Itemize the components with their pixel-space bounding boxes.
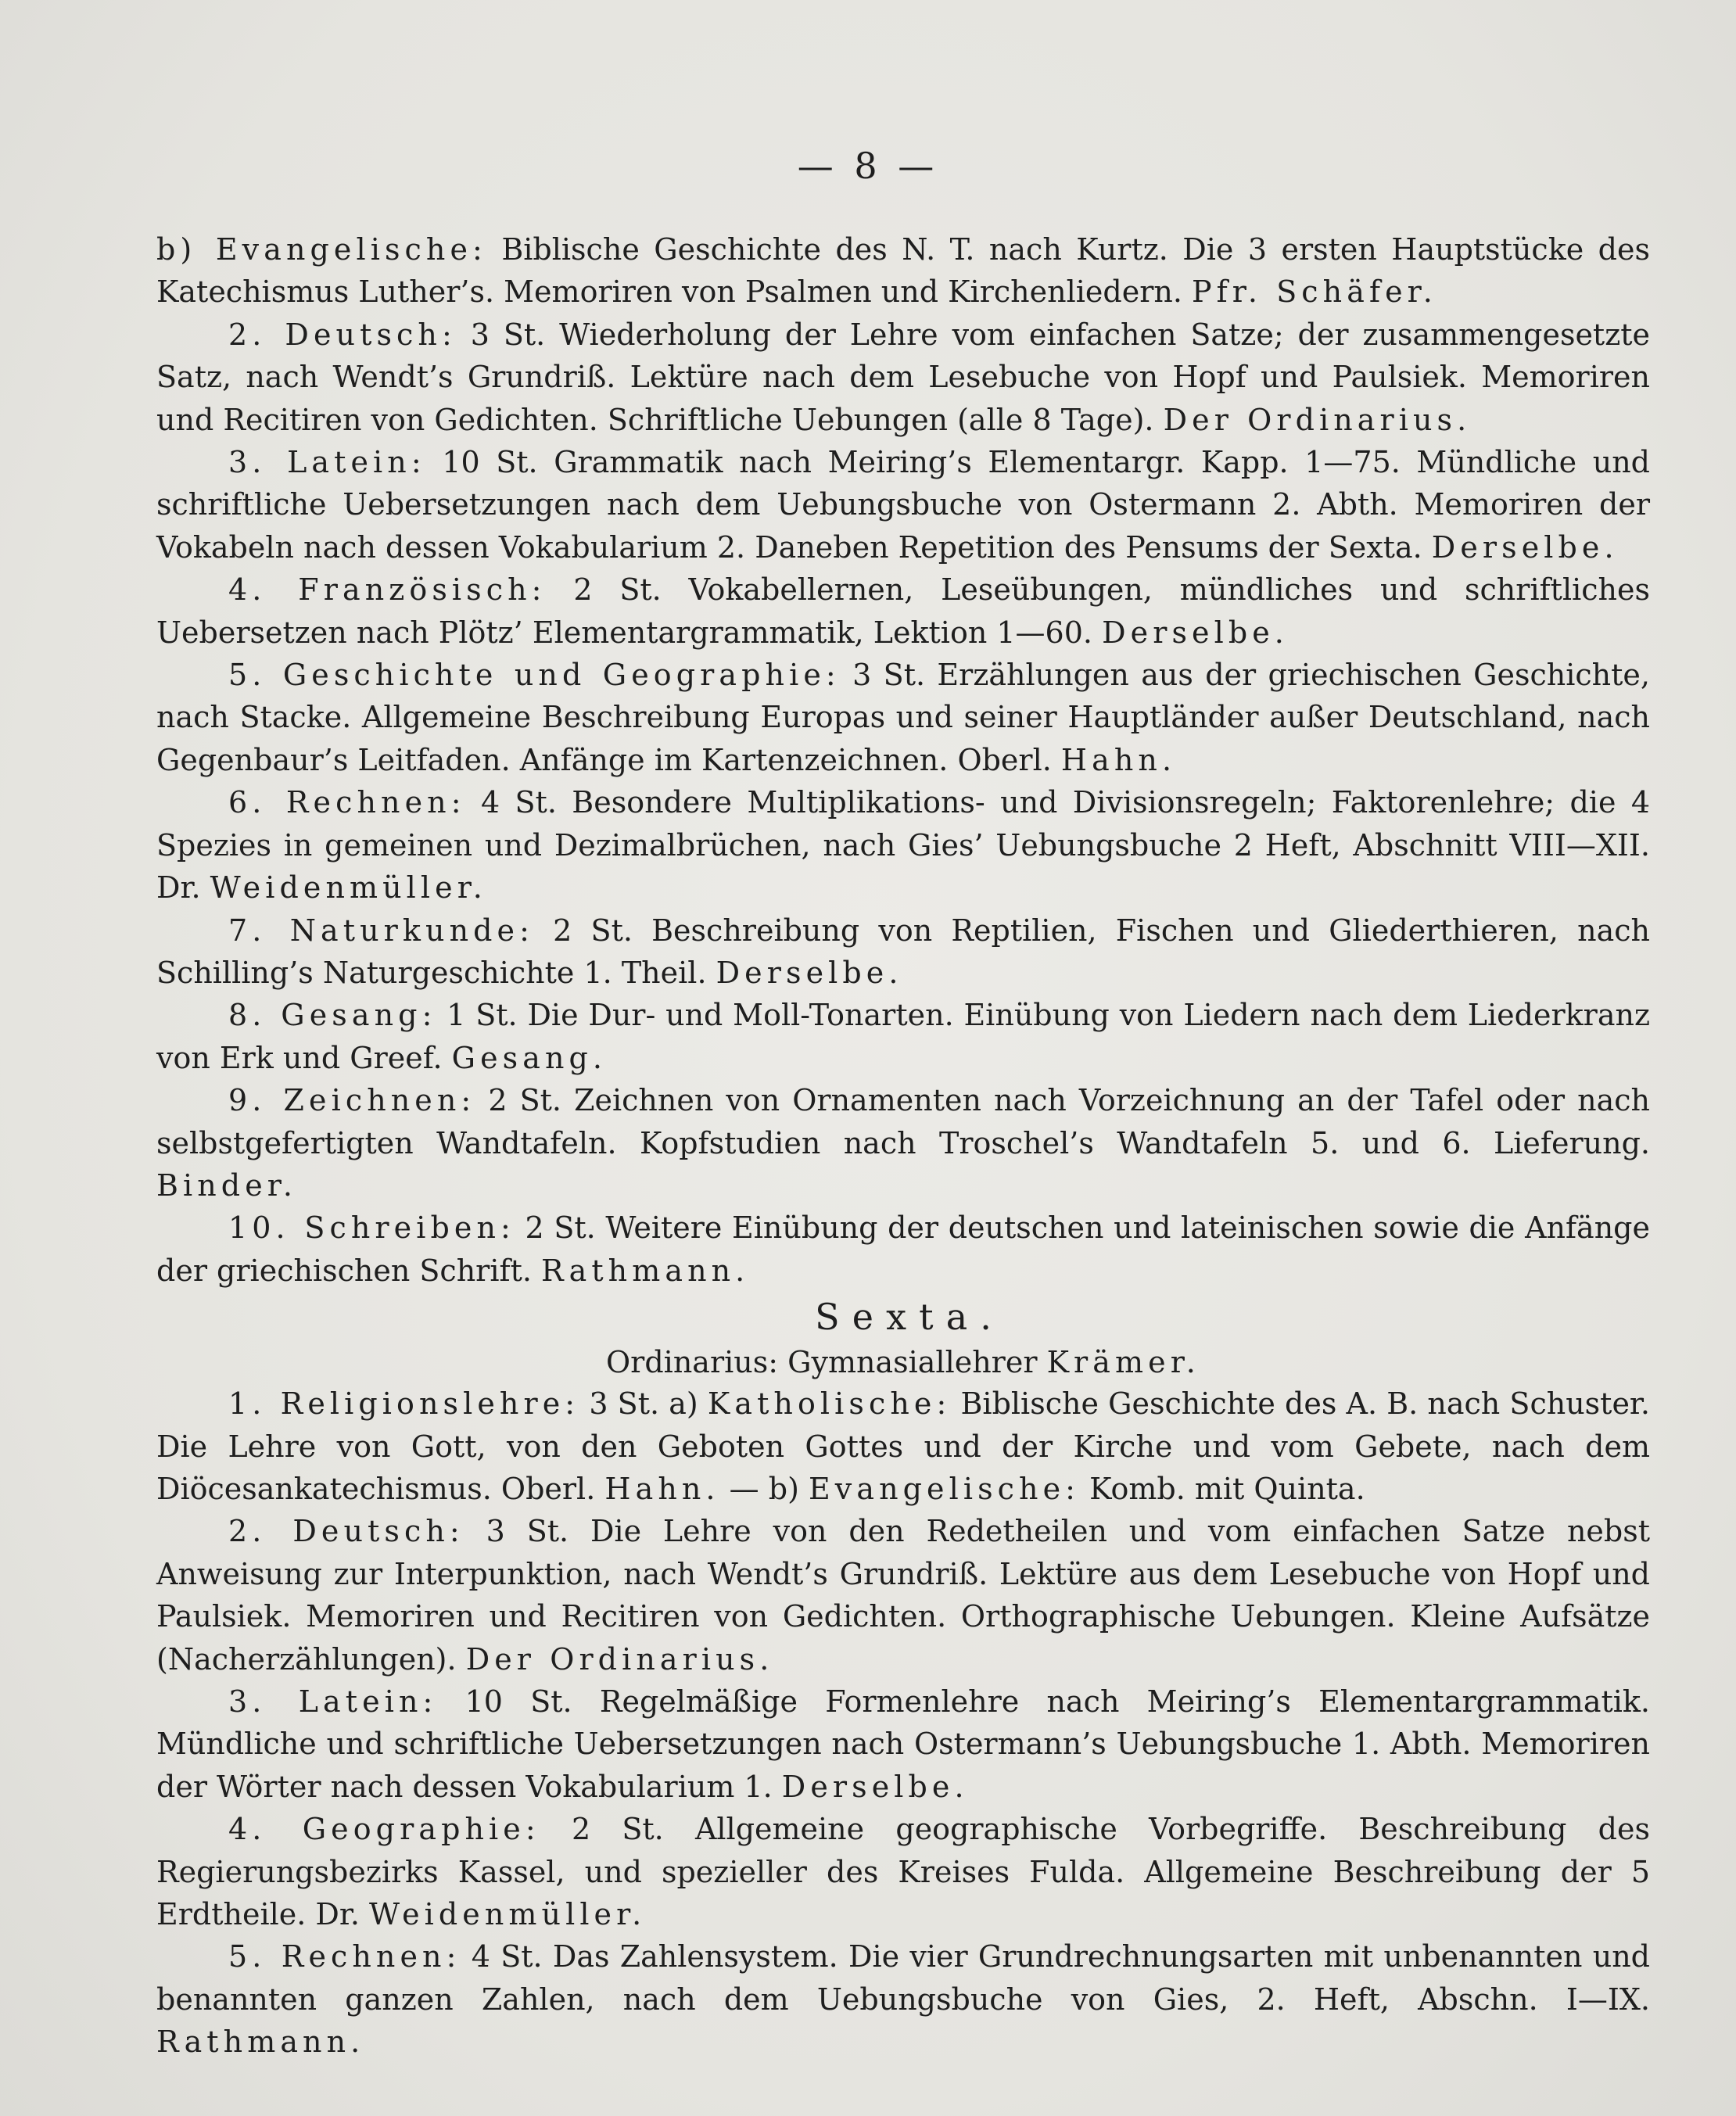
section-heading-sexta: Sexta.	[815, 1296, 1004, 1339]
quinta-gesang: 8. Gesang: 1 St. Die Dur- und Moll-Tonarten. Einübung von Liedern nach dem Liederkranz von Erk und Greef. Gesang.	[156, 998, 1650, 1075]
sexta-rechnen: 5. Rechnen: 4 St. Das Zahlensystem. Die vier Grundrechnungsarten mit unbenannten und benannten ganzen Zahlen, nach dem Uebungsbuche von Gies, 2. Heft, Abschn. I—IX. Rathmann.	[156, 1939, 1650, 2060]
quinta-schreiben: 10. Schreiben: 2 St. Weitere Einübung der deutschen und lateinischen sowie die Anfänge der griechischen Schrift. Rathmann.	[156, 1210, 1650, 1288]
quinta-religion-evangelical: b) Evangelische: Biblische Geschichte des N. T. nach Kurtz. Die 3 ersten Hauptstücke des Katechismus Luther’s. Memoriren von Psalmen und Kirchenliedern. Pfr. Schäfer.	[156, 232, 1650, 310]
quinta-geschichte-geographie: 5. Geschichte und Geographie: 3 St. Erzählungen aus der griechischen Geschichte, nach Stacke. Allgemeine Beschreibung Europas und seiner Hauptländer außer Deutschland, nach Gegenbaur’s Leitfaden. Anfänge im Kartenzeichnen. Oberl. Hahn.	[156, 658, 1650, 777]
quinta-rechnen: 6. Rechnen: 4 St. Besondere Multiplikations- und Divisionsregeln; Faktorenlehre; die 4 Spezies in gemeinen und Dezimalbrüchen, nach Gies’ Uebungsbuche 2 Heft, Abschnitt VIII—XII. Dr. Weidenmüller.	[156, 785, 1650, 906]
sexta-religion: 1. Religionslehre: 3 St. a) Katholische: Biblische Geschichte des A. B. nach Schuster. Die Lehre von Gott, von den Geboten Gottes und der Kirche und vom Gebete, nach dem Diöcesankatechismus. Oberl. Hahn. — b) Evangelische: Komb. mit Quinta.	[156, 1386, 1651, 1506]
page-number: — 8 —	[797, 145, 939, 187]
quinta-zeichnen: 9. Zeichnen: 2 St. Zeichnen von Ornamenten nach Vorzeichnung an der Tafel oder nach selbstgefertigten Wandtafeln. Kopfstudien nach Troschel’s Wandtafeln 5. und 6. Lieferung. Binder.	[156, 1083, 1651, 1203]
sexta-deutsch: 2. Deutsch: 3 St. Die Lehre von den Redetheilen und vom einfachen Satze nebst Anweisung zur Interpunktion, nach Wendt’s Grundriß. Lektüre aus dem Lesebuche von Hopf und Paulsiek. Memoriren und Recitiren von Gedichten. Orthographische Uebungen. Kleine Aufsätze (Nacherzählungen). Der Ordinarius.	[156, 1514, 1651, 1677]
sexta-geographie: 4. Geographie: 2 St. Allgemeine geographische Vorbegriffe. Beschreibung des Regierungsbezirks Kassel, und spezieller des Kreises Fulda. Allgemeine Beschreibung der 5 Erdtheile. Dr. Weidenmüller.	[156, 1812, 1650, 1932]
sexta-latein: 3. Latein: 10 St. Regelmäßige Formenlehre nach Meiring’s Elementargrammatik. Mündliche und schriftliche Uebersetzungen nach Ostermann’s Uebungsbuche 1. Abth. Memoriren der Wörter nach dessen Vokabularium 1. Derselbe.	[156, 1684, 1651, 1804]
quinta-naturkunde: 7. Naturkunde: 2 St. Beschreibung von Reptilien, Fischen und Gliederthieren, nach Schilling’s Naturgeschichte 1. Theil. Derselbe.	[156, 913, 1651, 990]
quinta-deutsch: 2. Deutsch: 3 St. Wiederholung der Lehre vom einfachen Satze; der zusammengesetzte Satz, nach Wendt’s Grundriß. Lektüre nach dem Lesebuche von Hopf und Paulsiek. Memoriren und Recitiren von Gedichten. Schriftliche Uebungen (alle 8 Tage). Der Ordinarius.	[156, 317, 1650, 437]
quinta-latein: 3. Latein: 10 St. Grammatik nach Meiring’s Elementargr. Kapp. 1—75. Mündliche und schriftliche Uebersetzungen nach dem Uebungsbuche von Ostermann 2. Abth. Memoriren der Vokabeln nach dessen Vokabularium 2. Daneben Repetition des Pensums der Sexta. Derselbe.	[156, 445, 1650, 565]
quinta-franzoesisch: 4. Französisch: 2 St. Vokabellernen, Leseübungen, mündliches und schriftliches Uebersetzen nach Plötz’ Elementargrammatik, Lektion 1—60. Derselbe.	[156, 572, 1650, 650]
document-body	[156, 228, 1650, 2064]
sexta-ordinarius-line: Ordinarius: Gymnasiallehrer Krämer.	[606, 1345, 1200, 1380]
